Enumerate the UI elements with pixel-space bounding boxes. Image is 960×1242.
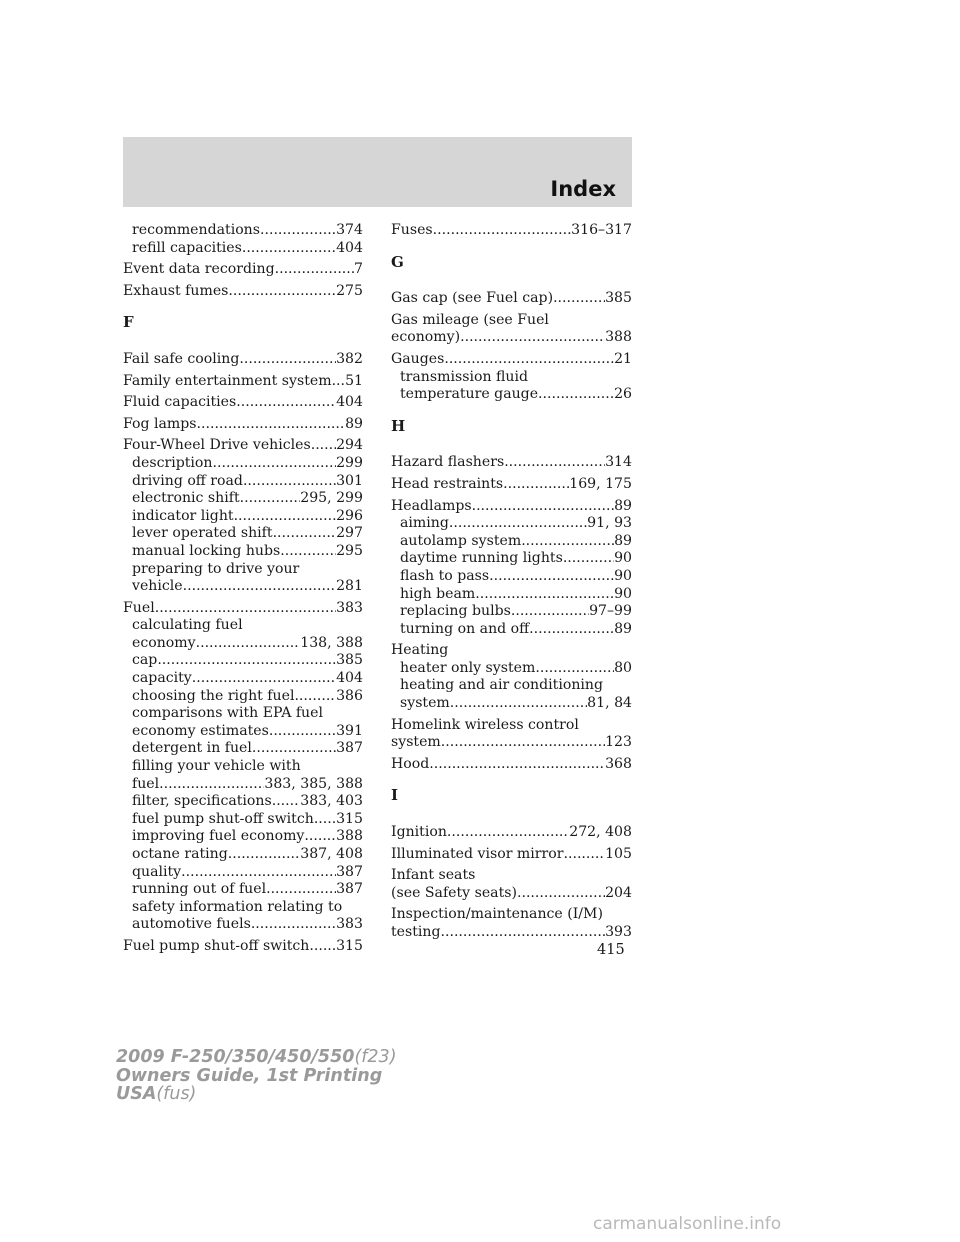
dot-leader bbox=[181, 864, 336, 882]
index-entry bbox=[391, 756, 632, 774]
index-entry-line bbox=[123, 394, 363, 412]
index-entry bbox=[391, 642, 632, 712]
index-entry bbox=[391, 312, 632, 347]
footer-region-code: (fus) bbox=[156, 1084, 197, 1104]
entry-text: Homelink wireless control bbox=[391, 716, 579, 733]
index-subentry-line bbox=[123, 705, 363, 723]
dot-leader bbox=[538, 386, 614, 404]
index-subentry-line bbox=[391, 515, 632, 533]
index-entry bbox=[391, 476, 632, 494]
index-subentry-line bbox=[123, 758, 363, 776]
entry-text: flash to pass bbox=[400, 567, 490, 584]
page-reference: 383 bbox=[336, 599, 363, 616]
index-entry bbox=[391, 846, 632, 864]
index-entry-line bbox=[123, 600, 363, 618]
page-reference: 7 bbox=[354, 261, 363, 278]
page-reference: 387 bbox=[336, 740, 363, 757]
index-entry-line bbox=[391, 734, 632, 752]
entry-text: high beam bbox=[400, 585, 476, 602]
index-entry-line bbox=[123, 416, 363, 434]
dot-leader bbox=[159, 776, 264, 794]
entry-text: transmission fluid bbox=[400, 368, 529, 385]
entry-text: daytime running lights bbox=[400, 550, 563, 567]
page-reference: 138, 388 bbox=[300, 634, 363, 651]
entry-text: heating and air conditioning bbox=[400, 677, 604, 694]
footer-line-3 bbox=[116, 1085, 397, 1104]
entry-text: calculating fuel bbox=[132, 617, 243, 634]
index-subentry-line bbox=[123, 916, 363, 934]
dot-leader bbox=[521, 533, 614, 551]
index-subentry-line bbox=[123, 811, 363, 829]
dot-leader bbox=[472, 498, 614, 516]
entry-text: Gas cap (see Fuel cap) bbox=[391, 290, 554, 307]
index-entry-line bbox=[391, 717, 632, 735]
index-entry bbox=[391, 454, 632, 472]
index-entry-line bbox=[123, 261, 363, 279]
footer-line-2 bbox=[116, 1067, 397, 1086]
dot-leader bbox=[489, 568, 614, 586]
entry-text: Fog lamps bbox=[123, 415, 197, 432]
dot-leader bbox=[475, 586, 614, 604]
page-reference: 91, 93 bbox=[587, 515, 632, 532]
page-reference: 89 bbox=[614, 532, 632, 549]
footer-print-info bbox=[116, 1048, 397, 1104]
index-subentry-line bbox=[123, 899, 363, 917]
index-entry-line bbox=[391, 498, 632, 516]
page-reference: 393 bbox=[605, 924, 632, 940]
entry-text: economy estimates bbox=[132, 722, 269, 739]
entry-text: Four-Wheel Drive vehicles bbox=[123, 437, 311, 454]
index-subentry-line bbox=[123, 240, 363, 258]
index-entry-line bbox=[391, 906, 632, 924]
dot-leader bbox=[564, 846, 606, 864]
entry-text: autolamp system bbox=[400, 532, 522, 549]
dot-leader bbox=[504, 454, 605, 472]
dot-leader bbox=[309, 938, 336, 956]
index-entry-line bbox=[123, 283, 363, 301]
page-reference: 385 bbox=[605, 290, 632, 307]
page-reference: 404 bbox=[336, 670, 363, 687]
dot-leader bbox=[503, 476, 569, 494]
page-reference: 299 bbox=[336, 454, 363, 471]
index-subentry-line bbox=[123, 881, 363, 899]
index-letter-heading: G bbox=[391, 252, 404, 271]
index-subentry-line bbox=[123, 688, 363, 706]
index-entry-line bbox=[123, 437, 363, 455]
index-subentry-line bbox=[123, 864, 363, 882]
dot-leader bbox=[511, 603, 589, 621]
index-entry-line bbox=[391, 312, 632, 330]
index-entry bbox=[123, 437, 363, 595]
index-entry-line bbox=[391, 290, 632, 308]
entry-text: filter, specifications bbox=[132, 793, 272, 810]
index-entry-line bbox=[391, 846, 632, 864]
entry-text: Ignition bbox=[391, 824, 447, 841]
page-reference: 90 bbox=[614, 550, 632, 567]
index-subentry-line bbox=[391, 533, 632, 551]
watermark: carmanualsonline.info bbox=[593, 1214, 782, 1234]
index-entry-line bbox=[123, 373, 363, 391]
index-subentry-line bbox=[123, 543, 363, 561]
index-subentry-line bbox=[123, 723, 363, 741]
entry-text: improving fuel economy bbox=[132, 828, 305, 845]
index-subentry-line bbox=[391, 695, 632, 713]
page-reference: 204 bbox=[605, 884, 632, 901]
page-reference: 315 bbox=[336, 810, 363, 827]
index-entry bbox=[391, 498, 632, 639]
dot-leader bbox=[243, 473, 336, 491]
index-entry bbox=[391, 867, 632, 902]
entry-text: Head restraints bbox=[391, 475, 504, 492]
entry-text: Headlamps bbox=[391, 497, 472, 514]
entry-text: temperature gauge bbox=[400, 386, 539, 403]
dot-leader bbox=[314, 811, 336, 829]
page-reference: 301 bbox=[336, 472, 363, 489]
dot-leader bbox=[234, 508, 337, 526]
page-reference: 383, 403 bbox=[300, 793, 363, 810]
dot-leader bbox=[260, 222, 336, 240]
page-reference: 21 bbox=[614, 350, 632, 367]
dot-leader bbox=[242, 240, 336, 258]
entry-text: turning on and off bbox=[400, 620, 530, 637]
entry-text: Inspection/maintenance (I/M) bbox=[391, 906, 603, 923]
dot-leader bbox=[273, 525, 337, 543]
dot-leader bbox=[535, 660, 614, 678]
index-entry bbox=[123, 394, 363, 412]
index-subentry-line bbox=[391, 603, 632, 621]
entry-text: safety information relating to bbox=[132, 898, 343, 915]
entry-text: testing bbox=[391, 924, 441, 940]
dot-leader bbox=[444, 351, 614, 369]
index-entry bbox=[123, 416, 363, 434]
entry-text: Family entertainment system bbox=[123, 372, 332, 389]
index-letter-heading: I bbox=[391, 786, 399, 805]
index-entry bbox=[391, 906, 632, 941]
index-entry-line bbox=[391, 756, 632, 774]
index-subentry-line bbox=[123, 490, 363, 508]
page-reference: 295 bbox=[336, 542, 363, 559]
index-subentry-line bbox=[123, 740, 363, 758]
page-reference: 386 bbox=[336, 687, 363, 704]
dot-leader bbox=[447, 824, 569, 842]
dot-leader bbox=[236, 394, 336, 412]
dot-leader bbox=[517, 885, 605, 903]
entry-text: refill capacities bbox=[132, 239, 242, 256]
footer-printing: Owners Guide, 1st Printing bbox=[116, 1065, 383, 1086]
entry-text: Fail safe cooling bbox=[123, 350, 240, 367]
page-reference: 404 bbox=[336, 394, 363, 411]
page-reference: 297 bbox=[336, 525, 363, 542]
entry-text: Gauges bbox=[391, 350, 445, 367]
dot-leader bbox=[192, 670, 336, 688]
dot-leader bbox=[240, 490, 301, 508]
index-entry-line bbox=[391, 867, 632, 885]
entry-text: Hazard flashers bbox=[391, 454, 505, 471]
page-number: 415 bbox=[597, 942, 625, 958]
page-reference: 383 bbox=[336, 916, 363, 933]
entry-text: automotive fuels bbox=[132, 916, 251, 933]
page-reference: 90 bbox=[614, 585, 632, 602]
index-entry-line bbox=[123, 351, 363, 369]
dot-leader bbox=[294, 688, 336, 706]
index-entry bbox=[123, 373, 363, 391]
page-reference: 385 bbox=[336, 652, 363, 669]
entry-text: fuel pump shut-off switch bbox=[132, 810, 314, 827]
page-reference: 314 bbox=[605, 454, 632, 471]
entry-text: (see Safety seats) bbox=[391, 884, 517, 901]
index-entry bbox=[391, 290, 632, 308]
page-reference: 89 bbox=[614, 620, 632, 637]
entry-text: filling your vehicle with bbox=[132, 758, 301, 775]
index-entry-line bbox=[391, 642, 632, 660]
dot-leader bbox=[460, 329, 605, 347]
dot-leader bbox=[441, 734, 605, 752]
index-subentry-line bbox=[391, 369, 632, 387]
dot-leader bbox=[157, 652, 336, 670]
entry-text: indicator light bbox=[132, 507, 234, 524]
entry-text: quality bbox=[132, 863, 182, 880]
page-reference: 391 bbox=[336, 722, 363, 739]
index-entry bbox=[391, 222, 632, 240]
dot-leader bbox=[239, 351, 336, 369]
page-reference: 123 bbox=[605, 734, 632, 751]
page-reference: 281 bbox=[336, 578, 363, 595]
index-subentry-line bbox=[123, 670, 363, 688]
page-reference: 295, 299 bbox=[300, 490, 363, 507]
index-entry bbox=[123, 938, 363, 956]
index-column-left bbox=[123, 222, 363, 960]
index-entry-line bbox=[391, 329, 632, 347]
index-subentry-line bbox=[391, 586, 632, 604]
entry-text: Fuel pump shut-off switch bbox=[123, 937, 310, 954]
entry-text: heater only system bbox=[400, 659, 536, 676]
page-reference: 387, 408 bbox=[300, 846, 363, 862]
entry-text: detergent in fuel bbox=[132, 740, 252, 757]
dot-leader bbox=[280, 543, 336, 561]
entry-text: aiming bbox=[400, 515, 449, 532]
dot-leader bbox=[449, 515, 587, 533]
index-entry-line bbox=[391, 924, 632, 942]
dot-leader bbox=[251, 916, 336, 934]
footer-line-1 bbox=[116, 1048, 397, 1067]
index-entry bbox=[391, 717, 632, 752]
index-subentry-line bbox=[123, 222, 363, 240]
entry-text: capacity bbox=[132, 670, 192, 687]
index-entry bbox=[123, 600, 363, 934]
index-subentry-line bbox=[123, 578, 363, 596]
index-subentry-line bbox=[391, 550, 632, 568]
entry-text: running out of fuel bbox=[132, 881, 267, 898]
section-title: Index bbox=[550, 177, 616, 201]
index-letter-heading: F bbox=[123, 313, 134, 332]
index-entry-line bbox=[391, 885, 632, 903]
dot-leader bbox=[529, 621, 614, 639]
entry-text: economy) bbox=[391, 329, 461, 346]
entry-text: Fluid capacities bbox=[123, 394, 237, 411]
index-subentry-line bbox=[123, 525, 363, 543]
page-reference: 387 bbox=[336, 863, 363, 880]
entry-text: Fuses bbox=[391, 222, 433, 238]
dot-leader bbox=[269, 723, 336, 741]
entry-text: choosing the right fuel bbox=[132, 687, 295, 704]
dot-leader bbox=[228, 283, 336, 301]
page-reference: 169, 175 bbox=[569, 475, 632, 492]
dot-leader bbox=[183, 578, 336, 596]
dot-leader bbox=[252, 740, 336, 758]
entry-text: lever operated shift bbox=[132, 525, 273, 542]
page-reference: 387 bbox=[336, 881, 363, 898]
index-entry-line bbox=[391, 476, 632, 494]
page-reference: 388 bbox=[336, 828, 363, 845]
page-reference: 90 bbox=[614, 567, 632, 584]
page-reference: 81, 84 bbox=[587, 695, 632, 712]
dot-leader bbox=[450, 695, 587, 713]
entry-text: cap bbox=[132, 652, 158, 669]
entry-text: Exhaust fumes bbox=[123, 282, 229, 299]
index-column-right bbox=[391, 222, 632, 946]
page-reference: 388 bbox=[605, 329, 632, 346]
index-entry-line bbox=[123, 938, 363, 956]
footer-region: USA bbox=[116, 1084, 157, 1104]
entry-text: electronic shift bbox=[132, 490, 240, 507]
index-subentry-line bbox=[123, 793, 363, 811]
page-reference: 272, 408 bbox=[569, 824, 632, 841]
entry-text: manual locking hubs bbox=[132, 542, 281, 559]
index-subentry-line bbox=[123, 455, 363, 473]
index-entry-line bbox=[391, 824, 632, 842]
entry-text: economy bbox=[132, 634, 196, 651]
index-subentry-line bbox=[123, 828, 363, 846]
page-reference: 80 bbox=[614, 659, 632, 676]
entry-text: octane rating bbox=[132, 846, 228, 862]
dot-leader bbox=[332, 373, 345, 391]
page-reference: 296 bbox=[336, 507, 363, 524]
index-subentry-line bbox=[123, 776, 363, 794]
entry-text: Heating bbox=[391, 642, 449, 659]
page-reference: 89 bbox=[614, 497, 632, 514]
page-reference: 316–317 bbox=[571, 222, 632, 238]
index-entry-line bbox=[391, 222, 632, 240]
page-reference: 374 bbox=[336, 222, 363, 238]
index-subentry-line bbox=[123, 652, 363, 670]
page-reference: 404 bbox=[336, 239, 363, 256]
entry-text: preparing to drive your bbox=[132, 560, 300, 577]
footer-code: (f23) bbox=[354, 1047, 397, 1067]
page-reference: 105 bbox=[605, 845, 632, 862]
header-band bbox=[123, 137, 632, 207]
index-letter-heading: H bbox=[391, 416, 406, 435]
dot-leader bbox=[304, 828, 336, 846]
index-entry bbox=[123, 222, 363, 257]
dot-leader bbox=[429, 756, 605, 774]
page-reference: 382 bbox=[336, 350, 363, 367]
page-reference: 315 bbox=[336, 937, 363, 954]
page-reference: 51 bbox=[345, 372, 363, 389]
page-reference: 89 bbox=[345, 415, 363, 432]
index-subentry-line bbox=[123, 473, 363, 491]
dot-leader bbox=[266, 881, 336, 899]
page-reference: 26 bbox=[614, 386, 632, 403]
entry-text: Event data recording bbox=[123, 261, 275, 278]
dot-leader bbox=[433, 222, 571, 240]
index-entry-line bbox=[391, 351, 632, 369]
entry-text: replacing bulbs bbox=[400, 603, 511, 620]
page-reference: 97–99 bbox=[589, 603, 632, 620]
index-entry bbox=[123, 351, 363, 369]
index-subentry-line bbox=[123, 508, 363, 526]
dot-leader bbox=[311, 437, 336, 455]
index-subentry-line bbox=[123, 617, 363, 635]
dot-leader bbox=[441, 924, 606, 942]
index-entry-line bbox=[391, 454, 632, 472]
dot-leader bbox=[197, 416, 346, 434]
dot-leader bbox=[275, 261, 354, 279]
index-subentry-line bbox=[391, 621, 632, 639]
page-reference: 275 bbox=[336, 282, 363, 299]
index-subentry-line bbox=[391, 677, 632, 695]
entry-text: Infant seats bbox=[391, 867, 476, 884]
page-reference: 383, 385, 388 bbox=[264, 775, 363, 792]
entry-text: system bbox=[391, 734, 441, 751]
entry-text: driving off road bbox=[132, 472, 243, 489]
index-subentry-line bbox=[123, 846, 363, 864]
entry-text: fuel bbox=[132, 775, 160, 792]
index-subentry-line bbox=[123, 561, 363, 579]
dot-leader bbox=[553, 290, 605, 308]
index-entry bbox=[391, 351, 632, 404]
entry-text: Illuminated visor mirror bbox=[391, 845, 564, 862]
entry-text: description bbox=[132, 454, 213, 471]
page-reference: 294 bbox=[336, 437, 363, 454]
index-entry bbox=[123, 261, 363, 279]
entry-text: Gas mileage (see Fuel bbox=[391, 311, 549, 328]
dot-leader bbox=[213, 455, 337, 473]
index-subentry-line bbox=[391, 386, 632, 404]
dot-leader bbox=[272, 793, 301, 811]
index-entry bbox=[391, 824, 632, 842]
index-subentry-line bbox=[123, 635, 363, 653]
dot-leader bbox=[196, 635, 301, 653]
entry-text: Hood bbox=[391, 755, 430, 772]
entry-text: vehicle bbox=[132, 578, 183, 595]
index-subentry-line bbox=[391, 568, 632, 586]
dot-leader bbox=[155, 600, 336, 618]
entry-text: recommendations bbox=[132, 222, 260, 238]
entry-text: system bbox=[400, 695, 450, 712]
page-reference: 368 bbox=[605, 755, 632, 772]
footer-model: 2009 F-250/350/450/550 bbox=[116, 1047, 355, 1067]
dot-leader bbox=[228, 846, 300, 864]
index-subentry-line bbox=[391, 660, 632, 678]
index-entry bbox=[123, 283, 363, 301]
entry-text: Fuel bbox=[123, 599, 155, 616]
dot-leader bbox=[563, 550, 614, 568]
entry-text: comparisons with EPA fuel bbox=[132, 705, 323, 722]
